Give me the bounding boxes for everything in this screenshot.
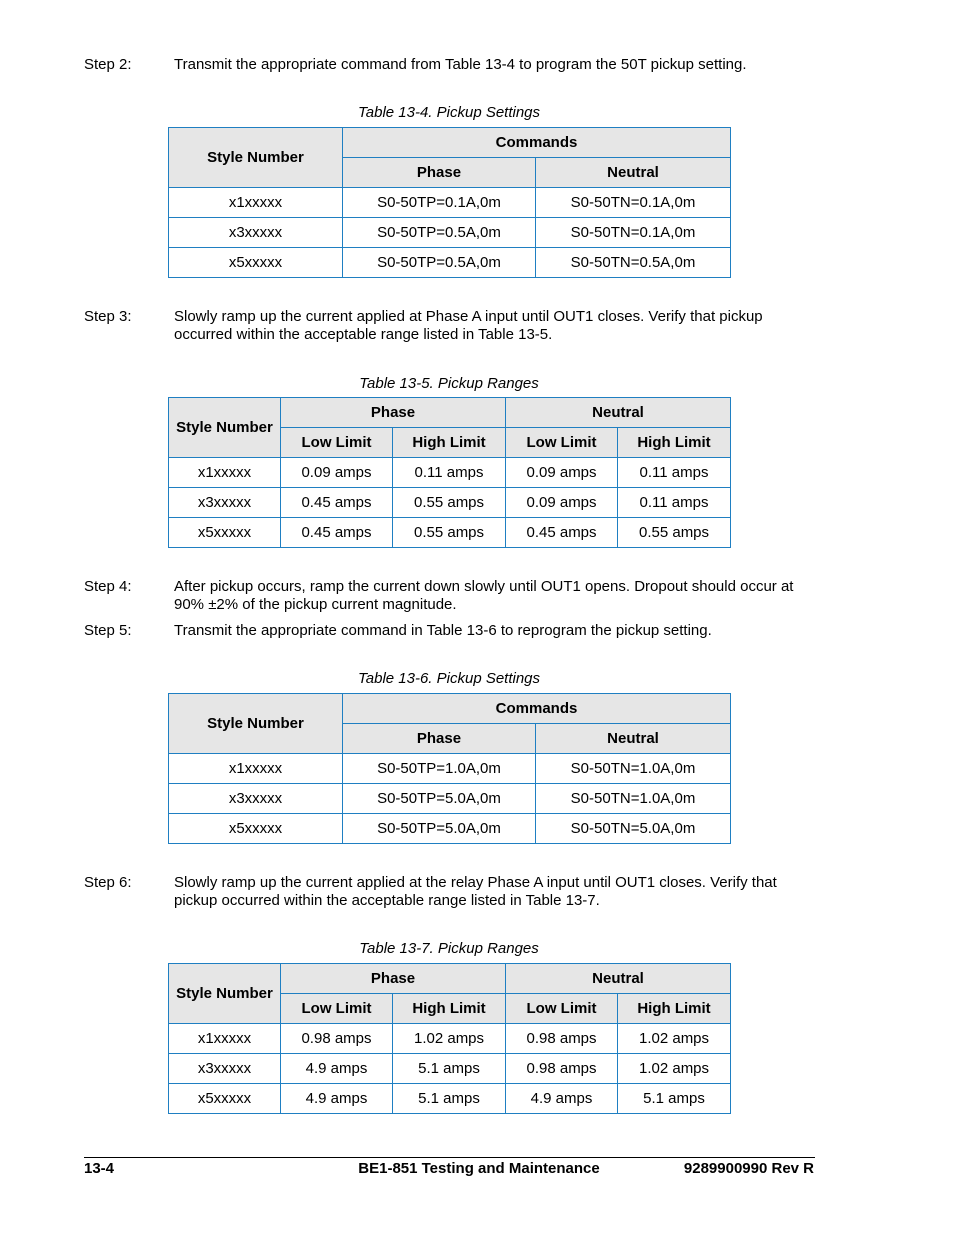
- step-text: After pickup occurs, ramp the current down slowly until OUT1 opens. Dropout should occur at 90% ±2% of the pickup current magnitude.: [174, 578, 794, 613]
- step-label: Step 4:: [84, 578, 132, 595]
- cell-neutral-high: 1.02 amps: [618, 1024, 731, 1054]
- header-neutral-low-limit: Low Limit: [506, 428, 618, 458]
- cell-neutral-high: 0.11 amps: [618, 458, 731, 488]
- cell-style: x1xxxxx: [169, 188, 343, 218]
- header-commands: Commands: [343, 128, 731, 158]
- table-row: [169, 754, 731, 784]
- cell-neutral-high: 1.02 amps: [618, 1054, 731, 1084]
- step-label: Step 2:: [84, 56, 132, 73]
- cell-neutral-low: 4.9 amps: [506, 1084, 618, 1114]
- footer-title: BE1-851 Testing and Maintenance: [358, 1160, 600, 1177]
- cell-phase-high: 0.55 amps: [393, 518, 506, 548]
- cell-phase: S0-50TP=0.1A,0m: [343, 188, 536, 218]
- step-text: Slowly ramp up the current applied at the relay Phase A input until OUT1 closes. Verify that pickup occurred within the acceptable range listed in Table 13-7.: [174, 874, 777, 909]
- cell-style: x5xxxxx: [169, 518, 281, 548]
- table-row: [169, 784, 731, 814]
- cell-phase: S0-50TP=5.0A,0m: [343, 784, 536, 814]
- cell-neutral-low: 0.98 amps: [506, 1054, 618, 1084]
- cell-phase-high: 0.55 amps: [393, 488, 506, 518]
- table-row: [169, 814, 731, 844]
- footer-page-number: 13-4: [84, 1160, 115, 1177]
- header-neutral-low-limit: Low Limit: [506, 994, 618, 1024]
- cell-style: x3xxxxx: [169, 218, 343, 248]
- table-row: [169, 218, 731, 248]
- footer-doc-number: 9289900990 Rev R: [683, 1160, 814, 1177]
- cell-style: x1xxxxx: [169, 1024, 281, 1054]
- cell-style: x3xxxxx: [169, 1054, 281, 1084]
- header-phase: Phase: [343, 724, 536, 754]
- header-commands: Commands: [343, 694, 731, 724]
- cell-phase-low: 0.09 amps: [281, 458, 393, 488]
- table-row: [169, 488, 731, 518]
- cell-phase-high: 5.1 amps: [393, 1084, 506, 1114]
- cell-neutral: S0-50TN=0.1A,0m: [536, 218, 731, 248]
- step-label: Step 5:: [84, 622, 132, 639]
- step-text: Transmit the appropriate command in Table 13-6 to reprogram the pickup setting.: [174, 622, 712, 639]
- cell-neutral-low: 0.98 amps: [506, 1024, 618, 1054]
- cell-style: x1xxxxx: [169, 458, 281, 488]
- table-caption: Table 13-7. Pickup Ranges: [359, 940, 539, 957]
- footer-divider: [84, 1157, 815, 1158]
- step-text: Transmit the appropriate command from Table 13-4 to program the 50T pickup setting.: [174, 56, 747, 73]
- cell-phase-high: 0.11 amps: [393, 458, 506, 488]
- header-neutral: Neutral: [506, 964, 731, 994]
- cell-neutral: S0-50TN=1.0A,0m: [536, 784, 731, 814]
- table-row: [169, 518, 731, 548]
- cell-phase: S0-50TP=1.0A,0m: [343, 754, 536, 784]
- cell-style: x5xxxxx: [169, 814, 343, 844]
- step-text: Slowly ramp up the current applied at Phase A input until OUT1 closes. Verify that pickup occurred within the acceptable range listed in Table 13-5.: [174, 308, 763, 343]
- cell-style: x3xxxxx: [169, 488, 281, 518]
- pickup-settings-table-6: [168, 693, 731, 844]
- header-style-number: Style Number: [169, 694, 343, 754]
- header-phase-low-limit: Low Limit: [281, 994, 393, 1024]
- step-label: Step 3:: [84, 308, 132, 325]
- header-phase: Phase: [281, 398, 506, 428]
- cell-neutral-high: 0.55 amps: [618, 518, 731, 548]
- cell-phase-high: 1.02 amps: [393, 1024, 506, 1054]
- header-phase: Phase: [343, 158, 536, 188]
- header-style-number: Style Number: [169, 128, 343, 188]
- table-row: [169, 1084, 731, 1114]
- cell-neutral-low: 0.09 amps: [506, 488, 618, 518]
- cell-phase-low: 4.9 amps: [281, 1084, 393, 1114]
- table-caption: Table 13-5. Pickup Ranges: [359, 375, 539, 392]
- header-neutral: Neutral: [506, 398, 731, 428]
- header-style-number: Style Number: [169, 964, 281, 1024]
- cell-phase-low: 0.98 amps: [281, 1024, 393, 1054]
- cell-neutral-high: 0.11 amps: [618, 488, 731, 518]
- cell-phase: S0-50TP=0.5A,0m: [343, 248, 536, 278]
- pickup-settings-table-4: [168, 127, 731, 278]
- pickup-ranges-table-7: [168, 963, 731, 1114]
- table-caption: Table 13-6. Pickup Settings: [357, 670, 541, 687]
- cell-phase-low: 4.9 amps: [281, 1054, 393, 1084]
- table-caption: Table 13-4. Pickup Settings: [357, 104, 541, 121]
- table-row: [169, 458, 731, 488]
- cell-neutral-low: 0.09 amps: [506, 458, 618, 488]
- header-phase-high-limit: High Limit: [393, 994, 506, 1024]
- header-neutral-high-limit: High Limit: [618, 428, 731, 458]
- step-label: Step 6:: [84, 874, 132, 891]
- header-neutral: Neutral: [536, 158, 731, 188]
- table-row: [169, 1024, 731, 1054]
- header-neutral-high-limit: High Limit: [618, 994, 731, 1024]
- header-phase: Phase: [281, 964, 506, 994]
- table-row: [169, 1054, 731, 1084]
- cell-neutral-high: 5.1 amps: [618, 1084, 731, 1114]
- pickup-ranges-table-5: [168, 397, 731, 548]
- cell-phase-low: 0.45 amps: [281, 518, 393, 548]
- cell-style: x5xxxxx: [169, 1084, 281, 1114]
- cell-phase-low: 0.45 amps: [281, 488, 393, 518]
- cell-neutral-low: 0.45 amps: [506, 518, 618, 548]
- header-neutral: Neutral: [536, 724, 731, 754]
- header-phase-low-limit: Low Limit: [281, 428, 393, 458]
- cell-phase-high: 5.1 amps: [393, 1054, 506, 1084]
- cell-style: x5xxxxx: [169, 248, 343, 278]
- cell-phase: S0-50TP=5.0A,0m: [343, 814, 536, 844]
- header-style-number: Style Number: [169, 398, 281, 458]
- table-row: [169, 188, 731, 218]
- cell-style: x1xxxxx: [169, 754, 343, 784]
- cell-phase: S0-50TP=0.5A,0m: [343, 218, 536, 248]
- table-row: [169, 248, 731, 278]
- cell-neutral: S0-50TN=0.1A,0m: [536, 188, 731, 218]
- header-phase-high-limit: High Limit: [393, 428, 506, 458]
- cell-neutral: S0-50TN=0.5A,0m: [536, 248, 731, 278]
- cell-neutral: S0-50TN=1.0A,0m: [536, 754, 731, 784]
- cell-style: x3xxxxx: [169, 784, 343, 814]
- cell-neutral: S0-50TN=5.0A,0m: [536, 814, 731, 844]
